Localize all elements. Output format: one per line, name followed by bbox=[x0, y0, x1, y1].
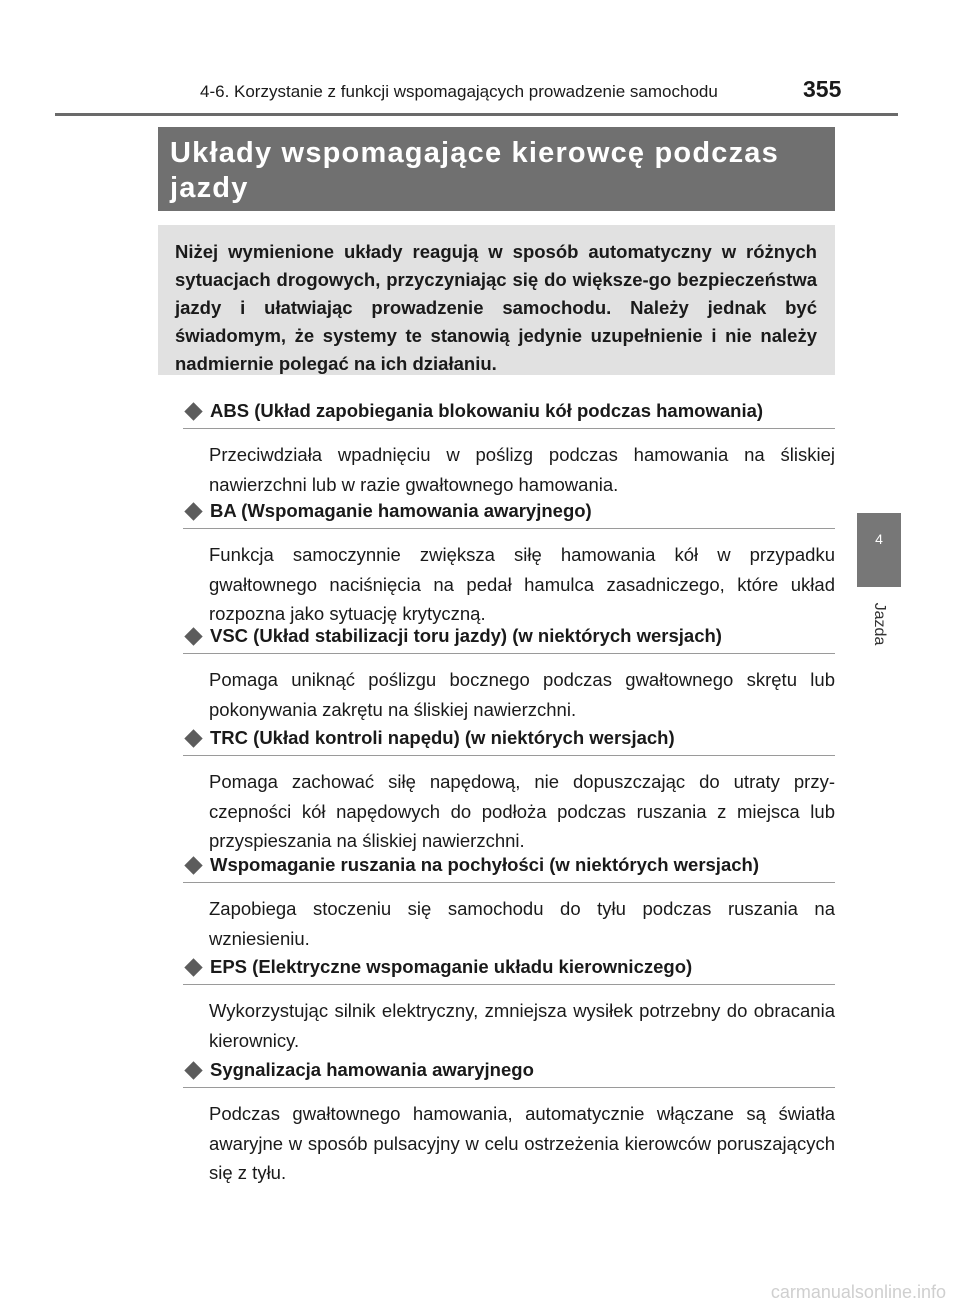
chapter-tab-label bbox=[866, 594, 892, 654]
page-number: 355 bbox=[803, 76, 842, 102]
diamond-bullet-icon bbox=[184, 627, 202, 645]
feature-eps bbox=[183, 952, 835, 1055]
section-title-box bbox=[158, 127, 835, 211]
diamond-bullet-icon bbox=[184, 502, 202, 520]
feature-title: Wspomaganie ruszania na pochyłości (w niektórych wersjach) bbox=[210, 854, 759, 875]
feature-emergency-signal bbox=[183, 1055, 835, 1188]
diamond-bullet-icon bbox=[184, 1061, 202, 1079]
feature-heading bbox=[183, 1055, 835, 1088]
feature-description: Zapobiega stoczeniu się samochodu do tyłu podczas ruszania na wzniesieniu. bbox=[209, 898, 835, 949]
intro-text: Niżej wymienione układy reagują w sposób automatyczny w różnych sytuacjach drogowych, przyczyniając się do większe-go bezpieczeństwa jazdy i ułatwiając prowadzenie samochodu. Należy jednak być świadomym, że systemy te stanowią jedynie uzupełnienie i nie należy nadmiernie polegać na ich działaniu. bbox=[175, 241, 817, 374]
feature-vsc bbox=[183, 621, 835, 724]
feature-description: Pomaga uniknąć poślizgu bocznego podczas gwałtownego skrętu lub pokonywania zakrętu na śliskiej nawierzchni. bbox=[209, 669, 835, 720]
feature-trc bbox=[183, 723, 835, 856]
chapter-tab-label-text: Jazda bbox=[871, 602, 888, 646]
diamond-bullet-icon bbox=[184, 958, 202, 976]
intro-box bbox=[158, 225, 835, 375]
feature-description: Wykorzystując silnik elektryczny, zmniejsza wysiłek potrzebny do obracania kierownicy. bbox=[209, 1000, 835, 1051]
diamond-bullet-icon bbox=[184, 402, 202, 420]
chapter-tab-number: 4 bbox=[875, 531, 883, 547]
feature-title: Sygnalizacja hamowania awaryjnego bbox=[210, 1059, 534, 1080]
feature-abs bbox=[183, 396, 835, 499]
feature-heading bbox=[183, 952, 835, 985]
feature-heading bbox=[183, 496, 835, 529]
feature-ba bbox=[183, 496, 835, 629]
feature-heading bbox=[183, 396, 835, 429]
section-title: Układy wspomagające kierowcę podczas jazdy bbox=[170, 137, 779, 204]
feature-title: BA (Wspomaganie hamowania awaryjnego) bbox=[210, 500, 592, 521]
feature-title: TRC (Układ kontroli napędu) (w niektórych wersjach) bbox=[210, 727, 675, 748]
feature-heading bbox=[183, 621, 835, 654]
header-divider bbox=[55, 113, 898, 116]
chapter-title: 4-6. Korzystanie z funkcji wspomagających prowadzenie samochodu bbox=[200, 82, 718, 101]
watermark: carmanualsonline.info bbox=[770, 1282, 946, 1302]
feature-title: VSC (Układ stabilizacji toru jazdy) (w niektórych wersjach) bbox=[210, 625, 722, 646]
feature-description: Podczas gwałtownego hamowania, automatycznie włączane są światła awaryjne w sposób pulsacyjny w celu ostrzeżenia kierowców poruszających się z tyłu. bbox=[209, 1103, 835, 1183]
feature-heading bbox=[183, 723, 835, 756]
feature-description: Funkcja samoczynnie zwiększa siłę hamowania kół w przypadku gwałtownego naciśnięcia na pedał hamulca zasadniczego, które układ rozpozna jako sytuację krytyczną. bbox=[209, 544, 835, 624]
feature-title: EPS (Elektryczne wspomaganie układu kierowniczego) bbox=[210, 956, 693, 977]
feature-description: Pomaga zachować siłę napędową, nie dopuszczając do utraty przy-czepności kół napędowych do podłoża podczas ruszania z miejsca lub przyspieszania na śliskiej nawierzchni. bbox=[209, 771, 835, 851]
diamond-bullet-icon bbox=[184, 856, 202, 874]
chapter-tab bbox=[857, 513, 901, 587]
feature-hill-start bbox=[183, 850, 835, 953]
diamond-bullet-icon bbox=[184, 729, 202, 747]
feature-heading bbox=[183, 850, 835, 883]
feature-description: Przeciwdziała wpadnięciu w poślizg podczas hamowania na śliskiej nawierzchni lub w razie gwałtownego hamowania. bbox=[209, 444, 835, 495]
feature-title: ABS (Układ zapobiegania blokowaniu kół podczas hamowania) bbox=[210, 400, 764, 421]
